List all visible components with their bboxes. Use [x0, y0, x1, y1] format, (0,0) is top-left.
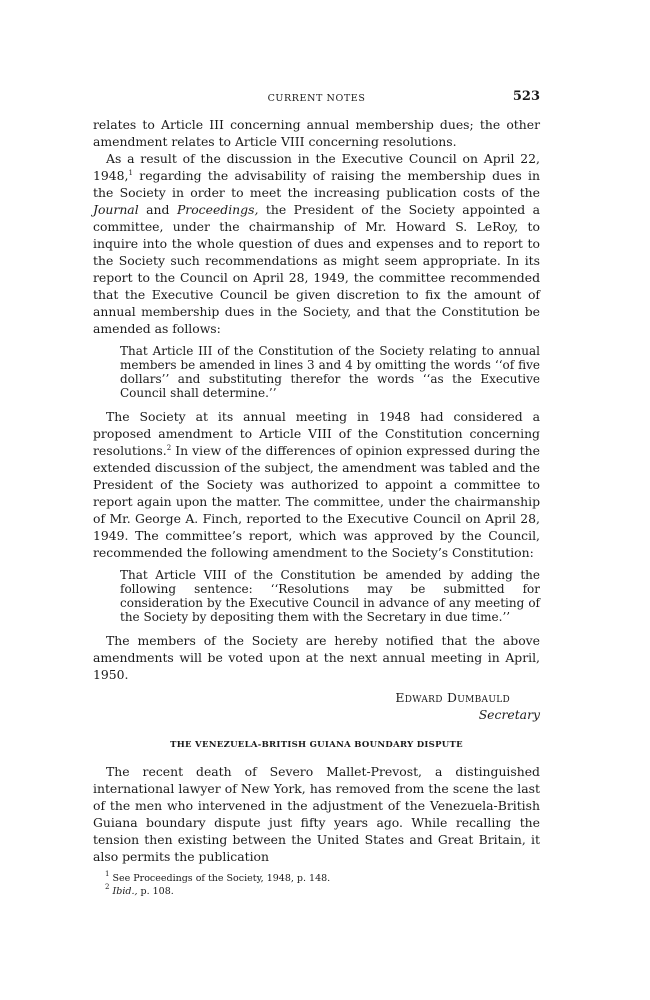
signatory-role: Secretary: [478, 707, 540, 722]
paragraph-text: and: [138, 202, 177, 217]
signature-block: [93, 689, 540, 723]
paragraph-text: regarding the advisability of raising the membership dues in the Society in order to meet the increasing publication costs of the: [93, 168, 540, 200]
paragraph-continuation: relates to Article III concerning annual membership dues; the other amendment relates to Article VIII concerning resolutions.: [93, 117, 540, 149]
footnote-text: p. 108.: [137, 886, 174, 897]
block-quote-article-viii: That Article VIII of the Constitution be amended by adding the following sentence: ‘‘Resolutions may be submitted for consideration by the Executive Council in advance of any meeting of the Society by depositing them with the Secretary in due time.’’: [120, 568, 540, 624]
paragraph-venezuela: The recent death of Severo Mallet-Prevost, a distinguished international lawyer of New York, has removed from the scene the last of the men who intervened in the adjustment of the Venezuela-British Guiana boundary dispute just fifty years ago. While recalling the tension then existing between the United States and Great Britain, it also permits the publication: [93, 764, 540, 864]
paragraph-text: the President of the Society appointed a committee, under the chairmanship of Mr. Howard S. LeRoy, to inquire into the whole question of dues and expenses and to report to the Society such recommendations as might seem appropriate. In its report to the Council on April 28, 1949, the committee recommended that the Executive Council be given discretion to fix the amount of annual membership dues in the Society, and that the Constitution be amended as follows:: [93, 202, 540, 336]
running-title: CURRENT NOTES: [267, 93, 366, 104]
footnote-mark: 2: [105, 883, 110, 891]
block-quote-article-iii: That Article III of the Constitution of the Society relating to annual members be amended in lines 3 and 4 by omitting the words ‘‘of five dollars’’ and substituting therefor the words ‘‘as the Executive Council shall determine.’’: [120, 344, 540, 400]
footnote-ibid: Ibid.,: [112, 886, 138, 897]
page-number: 523: [512, 89, 540, 104]
proceedings-title: Proceedings,: [176, 202, 259, 217]
footnote-text: See Proceedings of the Society, 1948, p. 148.: [112, 873, 331, 884]
journal-title: Journal: [93, 202, 139, 217]
footnote-2: [105, 885, 540, 898]
paragraph-resolutions: [93, 408, 540, 561]
running-head: [93, 88, 540, 108]
footnote-ref-1: 1: [128, 169, 133, 177]
paragraph-text: As a result of the discussion in the Executive Council on April 22, 1948,: [93, 151, 540, 183]
footnotes: [105, 872, 540, 898]
paragraph-dues: [93, 150, 540, 337]
paragraph-text: The Society at its annual meeting in 1948 had considered a proposed amendment to Article VIII of the Constitution concerning resolutions.: [93, 409, 540, 458]
paragraph-notice: The members of the Society are hereby notified that the above amendments will be voted upon at the next annual meeting in April, 1950.: [93, 633, 540, 682]
section-heading: THE VENEZUELA-BRITISH GUIANA BOUNDARY DISPUTE: [170, 740, 463, 750]
footnote-ref-2: 2: [166, 444, 172, 452]
signatory-name: Edward Dumbauld: [395, 690, 510, 705]
footnote-mark: 1: [105, 870, 110, 878]
document-page: [93, 88, 540, 898]
footnote-1: [105, 872, 540, 885]
paragraph-text: In view of the differences of opinion expressed during the extended discussion of the subject, the amendment was tabled and the President of the Society was authorized to appoint a committee to report again upon the matter. The committee, under the chairmanship of Mr. George A. Finch, reported to the Executive Council on April 28, 1949. The committee’s report, which was approved by the Council, recommended the following amendment to the Society’s Constitution:: [93, 443, 540, 560]
